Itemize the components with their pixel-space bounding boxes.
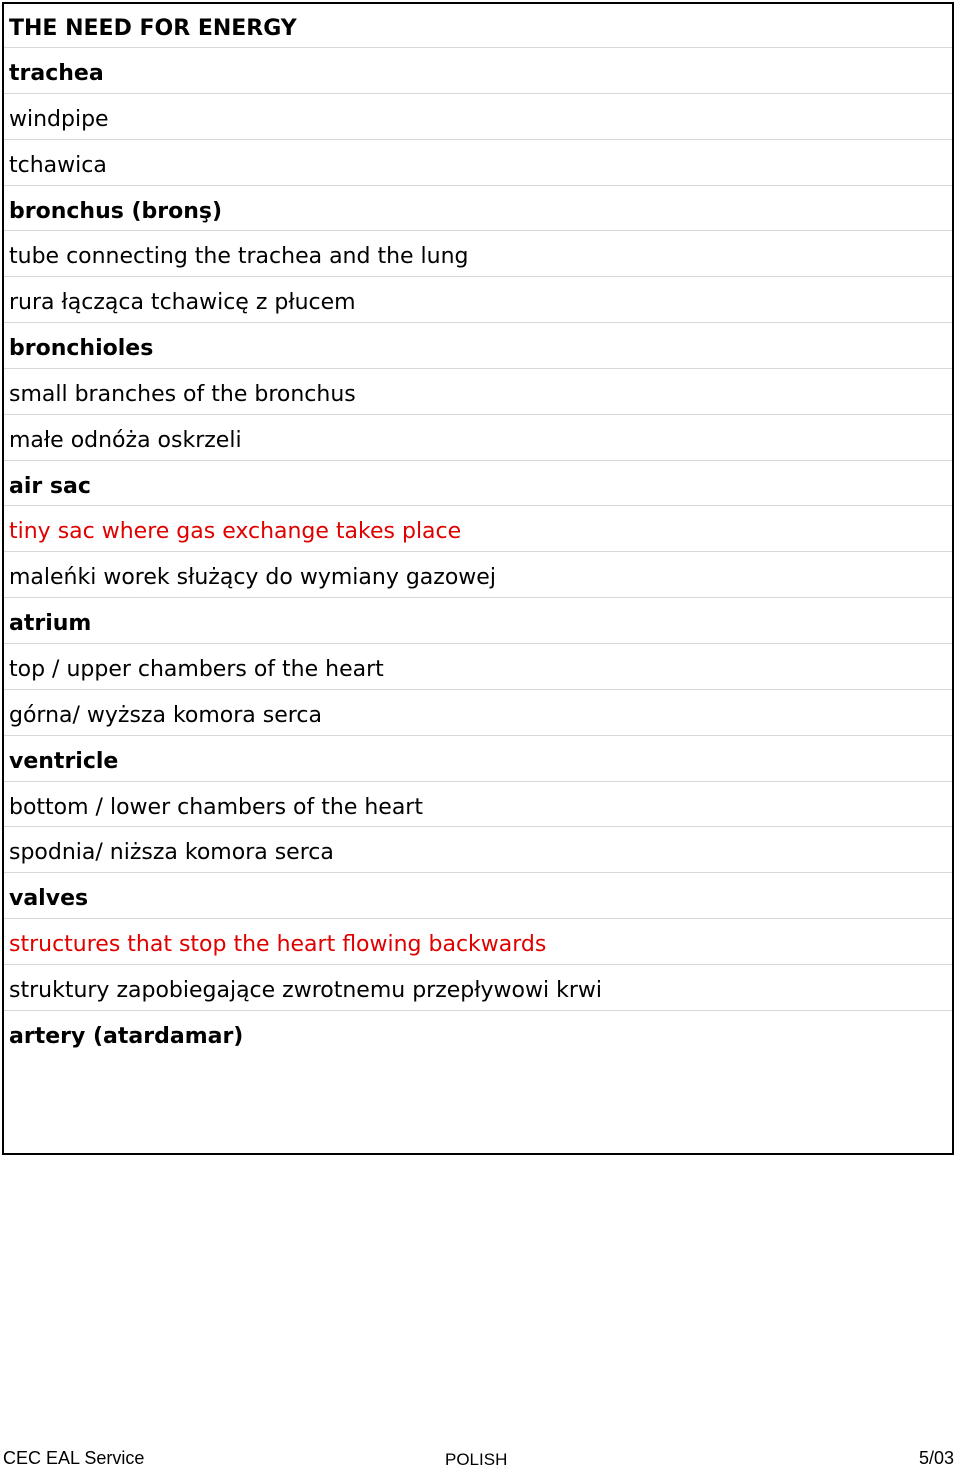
vocabulary-sheet — [2, 2, 954, 1155]
definition-row: top / upper chambers of the heart — [4, 644, 952, 690]
definition-row: bottom / lower chambers of the heart — [4, 782, 952, 828]
footer-page-number: 5/03 — [918, 1448, 954, 1468]
translation-row: maleńki worek służący do wymiany gazowej — [4, 552, 952, 598]
footer-service-name: CEC EAL Service — [3, 1448, 145, 1468]
term-row: valves — [4, 873, 952, 919]
page-title: THE NEED FOR ENERGY — [4, 4, 952, 48]
translation-row: spodnia/ niższa komora serca — [4, 827, 952, 873]
definition-row: structures that stop the heart flowing backwards — [4, 919, 952, 965]
term-row: atrium — [4, 598, 952, 644]
term-row: bronchioles — [4, 323, 952, 369]
translation-row: rura łącząca tchawicę z płucem — [4, 277, 952, 323]
term-row: ventricle — [4, 736, 952, 782]
term-row: air sac — [4, 461, 952, 507]
translation-row: górna/ wyższa komora serca — [4, 690, 952, 736]
translation-row: struktury zapobiegające zwrotnemu przepływowi krwi — [4, 965, 952, 1011]
translation-row: małe odnóża oskrzeli — [4, 415, 952, 461]
term-row: trachea — [4, 48, 952, 94]
term-row: artery (atardamar) — [9, 1023, 244, 1049]
definition-row: windpipe — [4, 94, 952, 140]
translation-row: tchawica — [4, 140, 952, 186]
page-footer — [0, 1446, 960, 1468]
footer-language: POLISH — [445, 1450, 508, 1469]
term-row: bronchus (bronş) — [4, 186, 952, 232]
definition-row: tiny sac where gas exchange takes place — [4, 506, 952, 552]
definition-row: tube connecting the trachea and the lung — [4, 231, 952, 277]
vocabulary-list — [4, 48, 952, 1057]
definition-row: small branches of the bronchus — [4, 369, 952, 415]
